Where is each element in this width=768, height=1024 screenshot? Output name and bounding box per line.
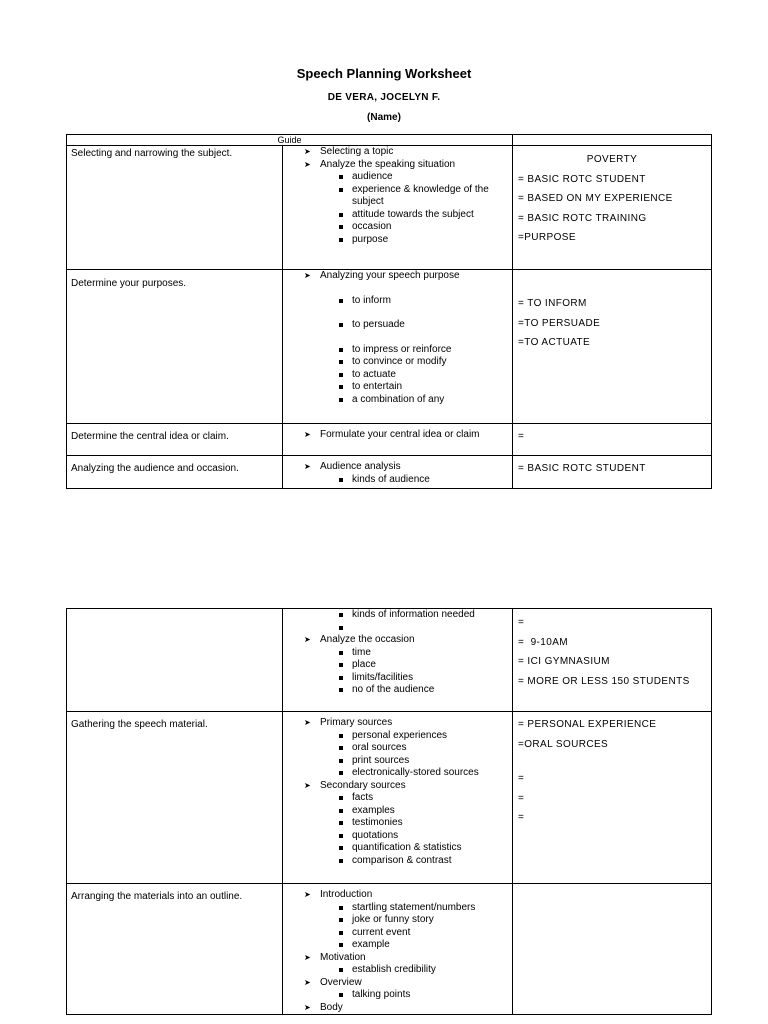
guide-subitem: to persuade: [283, 319, 512, 332]
guide-item: [283, 977, 512, 990]
guide-item-label: Motivation: [320, 951, 366, 963]
answer-cell: [513, 884, 712, 1015]
answer-cell: [513, 609, 712, 712]
guide-list: [283, 889, 512, 902]
guide-subitem: purpose: [283, 234, 512, 247]
guide-sublist: [283, 609, 512, 634]
guide-list: [283, 1002, 512, 1015]
guide-subitem: quotations: [283, 830, 512, 843]
guide-cell: [283, 270, 513, 424]
guide-item: [283, 146, 512, 159]
guide-item: [283, 780, 512, 793]
guide-sublist: [283, 989, 512, 1002]
guide-subitem: to inform: [283, 295, 512, 308]
guide-list: [283, 977, 512, 990]
name-label: (Name): [367, 112, 401, 123]
step-label: Analyzing the audience and occasion.: [71, 463, 239, 474]
guide-subitem: to impress or reinforce: [283, 344, 512, 357]
guide-subitem: personal experiences: [283, 730, 512, 743]
guide-item: [283, 1002, 512, 1015]
step-cell: [67, 609, 283, 712]
guide-item: [283, 159, 512, 172]
guide-cell: [283, 884, 513, 1015]
guide-item-label: Overview: [320, 976, 362, 988]
answer-cell: [513, 146, 712, 270]
guide-subitem: startling statement/numbers: [283, 902, 512, 915]
guide-item-label: Analyzing your speech purpose: [320, 270, 460, 281]
step-cell: [67, 712, 283, 884]
guide-item-label: Analyze the speaking situation: [320, 158, 456, 170]
guide-item-label: Body: [320, 1001, 343, 1013]
step-cell: [67, 146, 283, 270]
worksheet-title: Speech Planning Worksheet: [296, 66, 472, 81]
answer-line: = BASIC ROTC STUDENT: [518, 173, 646, 185]
guide-sublist: [283, 730, 512, 780]
guide-subitem: oral sources: [283, 742, 512, 755]
guide-list: [283, 952, 512, 965]
guide-item-label: Primary sources: [320, 717, 393, 728]
guide-item-label: Audience analysis: [320, 461, 401, 472]
answer-line: = 9-10AM: [518, 636, 569, 648]
answer-line: = MORE OR LESS 150 STUDENTS: [518, 675, 690, 687]
guide-subitem: print sources: [283, 755, 512, 768]
guide-item: [283, 717, 512, 730]
guide-subitem: electronically-stored sources: [283, 767, 512, 780]
guide-subitem: no of the audience: [283, 684, 512, 697]
guide-cell: [283, 609, 513, 712]
guide-item: [283, 270, 512, 283]
step-cell: [67, 424, 283, 456]
table-header-row: [67, 135, 712, 146]
guide-item: [283, 889, 512, 902]
worksheet-table-page-1: [66, 134, 712, 489]
guide-sublist: [283, 902, 512, 952]
answer-cell: [513, 424, 712, 456]
answer-cell: [513, 456, 712, 489]
guide-list: [283, 146, 512, 171]
answer-line: = ICI GYMNASIUM: [518, 656, 610, 667]
guide-list: [283, 461, 512, 474]
answer-line: = TO INFORM: [518, 298, 587, 309]
answer-line: =ORAL SOURCES: [518, 738, 609, 750]
answer-line: =PURPOSE: [518, 232, 576, 243]
guide-subitem: audience: [283, 171, 512, 184]
guide-subitem: attitude towards the subject: [283, 209, 512, 222]
guide-list: [283, 717, 512, 730]
guide-subitem: time: [283, 647, 512, 660]
topic-answer: POVERTY: [586, 154, 638, 165]
step-label: Determine your purposes.: [71, 278, 187, 289]
answer-line: =TO ACTUATE: [518, 337, 591, 348]
guide-cell: [283, 424, 513, 456]
guide-sublist: [283, 647, 512, 697]
table-row: [67, 609, 712, 712]
table-row: [67, 712, 712, 884]
guide-item-label: Selecting a topic: [320, 146, 394, 157]
guide-subitem: quantification & statistics: [283, 842, 512, 855]
table-row: [67, 456, 712, 489]
guide-subitem: to entertain: [283, 381, 512, 394]
guide-subitem: joke or funny story: [283, 914, 512, 927]
guide-cell: [283, 146, 513, 270]
table-row: [67, 884, 712, 1015]
answer-line: =: [518, 617, 525, 628]
guide-subitem: kinds of audience: [283, 474, 512, 487]
guide-subitem: example: [283, 939, 512, 952]
guide-subitem: establish credibility: [283, 964, 512, 977]
guide-item-label: Secondary sources: [320, 779, 406, 791]
guide-item-label: Introduction: [320, 889, 373, 900]
table-row: [67, 270, 712, 424]
guide-subitem: to actuate: [283, 369, 512, 382]
worksheet-table-page-2: [66, 608, 712, 1015]
step-label: Arranging the materials into an outline.: [71, 891, 243, 902]
guide-subitem: limits/facilities: [283, 672, 512, 685]
answer-line: = BASIC ROTC STUDENT: [518, 463, 646, 474]
answer-line: =: [518, 431, 525, 442]
guide-subitem: facts: [283, 792, 512, 805]
guide-list: [283, 634, 512, 647]
guide-cell: [283, 712, 513, 884]
answer-line: = BASIC ROTC TRAINING: [518, 212, 647, 224]
author-name: DE VERA, JOCELYN F.: [327, 92, 441, 103]
answer-line: = PERSONAL EXPERIENCE: [518, 719, 657, 730]
guide-cell: [283, 456, 513, 489]
guide-subitem: comparison & contrast: [283, 855, 512, 868]
guide-item-label: Formulate your central idea or claim: [320, 429, 480, 440]
guide-subitem: kinds of information needed: [283, 609, 512, 622]
answer-line: = BASED ON MY EXPERIENCE: [518, 193, 673, 204]
guide-sublist: [283, 792, 512, 867]
step-label: Determine the central idea or claim.: [71, 431, 229, 442]
step-cell: [67, 456, 283, 489]
guide-header: Guide: [67, 135, 513, 146]
answer-cell: [513, 712, 712, 884]
guide-item-label: Analyze the occasion: [320, 634, 415, 645]
guide-subitem: place: [283, 659, 512, 672]
answer-line: =: [518, 792, 525, 804]
guide-item: [283, 461, 512, 474]
guide-subitem: [283, 622, 512, 635]
answer-header: [513, 135, 712, 146]
answer-line: =: [518, 812, 525, 823]
guide-item: [283, 634, 512, 647]
guide-item: [283, 429, 512, 442]
guide-subitem: a combination of any: [283, 394, 512, 407]
guide-subitem: talking points: [283, 989, 512, 1002]
guide-item: [283, 952, 512, 965]
answer-line: =: [518, 773, 525, 784]
guide-subitem: testimonies: [283, 817, 512, 830]
guide-subitem: experience & knowledge of the subject: [283, 184, 512, 209]
guide-sublist: [283, 295, 512, 407]
answer-line: =TO PERSUADE: [518, 317, 601, 329]
guide-list: [283, 429, 512, 442]
guide-subitem: examples: [283, 805, 512, 818]
step-label: Gathering the speech material.: [71, 719, 208, 730]
guide-subitem: to convince or modify: [283, 356, 512, 369]
step-cell: [67, 884, 283, 1015]
table-row: [67, 424, 712, 456]
step-cell: [67, 270, 283, 424]
guide-list: [283, 270, 512, 283]
guide-subitem: occasion: [283, 221, 512, 234]
guide-subitem: current event: [283, 927, 512, 940]
guide-list: [283, 780, 512, 793]
guide-sublist: [283, 171, 512, 246]
table-row: [67, 146, 712, 270]
guide-sublist: [283, 474, 512, 487]
guide-sublist: [283, 964, 512, 977]
answer-cell: [513, 270, 712, 424]
step-label: Selecting and narrowing the subject.: [71, 148, 233, 159]
